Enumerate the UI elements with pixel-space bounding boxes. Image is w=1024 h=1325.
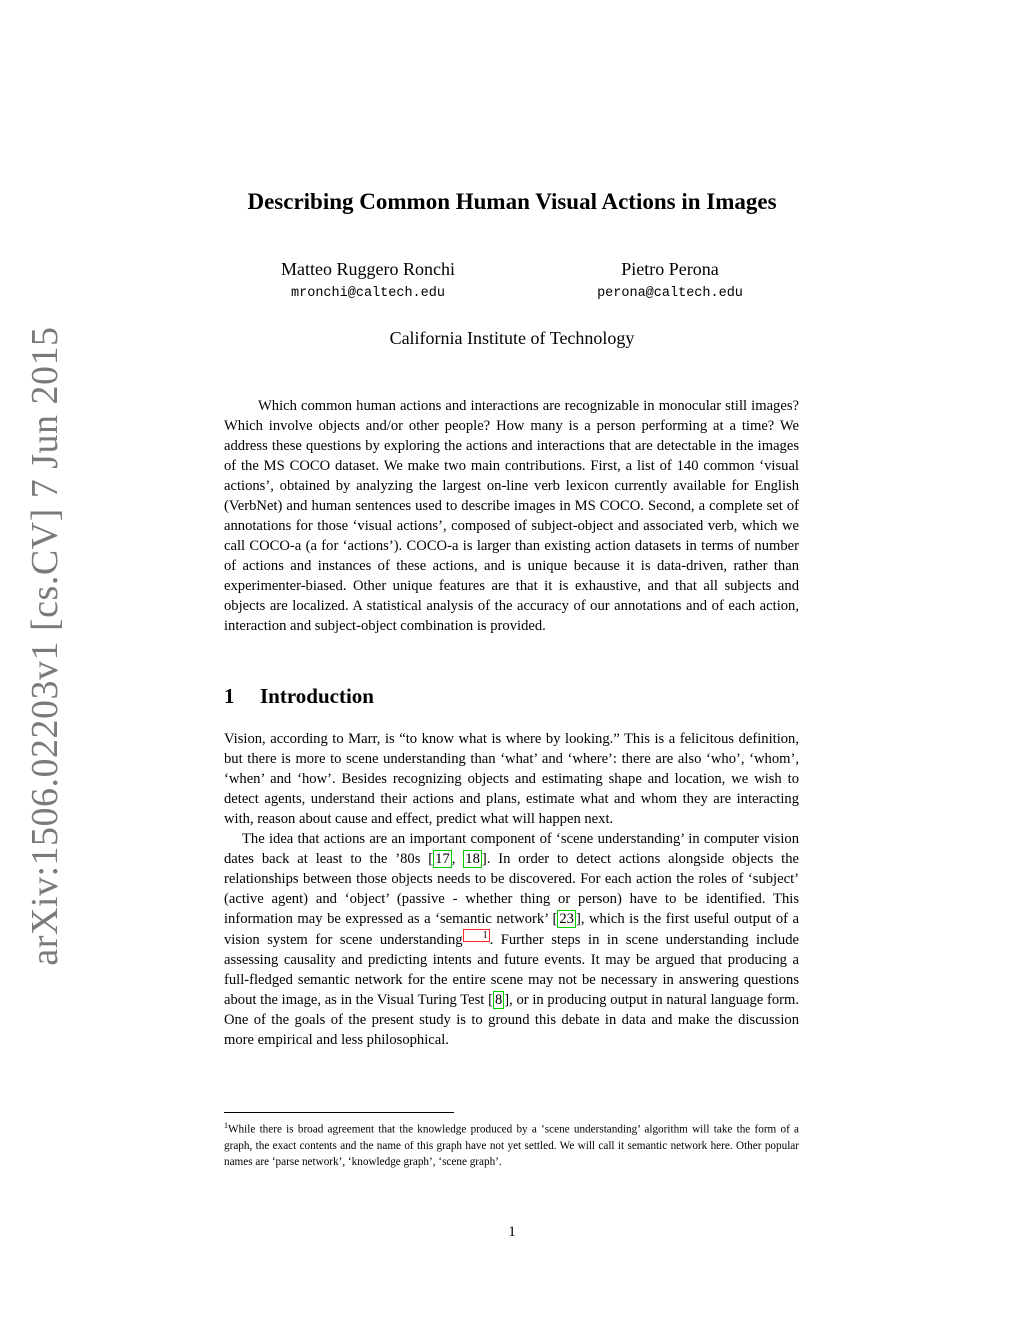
author-name: Pietro Perona (621, 259, 719, 279)
author-block-1 (218, 258, 518, 304)
paper-title: Describing Common Human Visual Actions in Images (247, 189, 777, 214)
author-block-2 (520, 258, 820, 304)
arxiv-identifier-stamp: arXiv:1506.02203v1 [cs.CV] 7 Jun 2015 (24, 326, 66, 966)
citation-link-8[interactable]: 8 (494, 991, 503, 1008)
author-name: Matteo Ruggero Ronchi (281, 259, 455, 279)
abstract: Which common human actions and interactions are recognizable in monocular still images? Which involve objects and/or other people? How many is a person performing at a time? We address these questions by exploring the actions and interactions that are detectable in the images of the MS COCO dataset. We make two main contributions. First, a list of 140 common ‘visual actions’, obtained by analyzing the largest on-line verb lexicon currently available for English (VerbNet) and human sentences used to describe images in MS COCO. Second, a complete set of annotations for those ‘visual actions’, composed of subject-object and associated verb, which we call COCO-a (a for ‘actions’). COCO-a is larger than existing action datasets in terms of number of actions and instances of these actions, and is unique because it is data-driven, rather than experimenter-biased. Other unique features are that it is exhaustive, and that all subjects and objects are localized. A statistical analysis of the accuracy of our annotations and of each action, interaction and subject-object combination is provided. (224, 398, 799, 634)
affiliation: California Institute of Technology (389, 328, 635, 348)
author-email[interactable]: perona@caltech.edu (597, 286, 743, 301)
author-email[interactable]: mronchi@caltech.edu (291, 286, 445, 301)
footnote-text: While there is broad agreement that the knowledge produced by a ‘scene understanding’ algorithm will take the form of a graph, the exact contents and the name of this graph have not yet settled. We will call it semantic network here. Other popular names are ‘parse network’, ‘knowledge graph’, ‘scene graph’. (224, 1123, 799, 1168)
section-number: 1 (224, 684, 235, 708)
section-title: Introduction (260, 684, 374, 708)
introduction-body (224, 729, 799, 1050)
page-number: 1 (508, 1224, 516, 1240)
footnote-1 (224, 1118, 799, 1170)
citation-link-18[interactable]: 18 (465, 851, 480, 867)
footnote-marker: 1 (224, 1121, 228, 1130)
citation-link-17[interactable]: 17 (435, 851, 450, 867)
citation-link-23[interactable]: 23 (559, 911, 574, 927)
footnote-divider (224, 1112, 454, 1113)
section-heading-introduction (224, 684, 374, 709)
paragraph-1: Vision, according to Marr, is “to know what is where by looking.” This is a felicitous definition, but there is more to scene understanding than ‘what’ and ‘where’: there are also ‘who’, ‘whom’, ‘when’ and ‘how’. Besides recognizing objects and estimating shape and location, we wish to detect agents, understand their actions and plans, estimate what and whom they are interacting with, reason about cause and effect, predict what will happen next. (224, 731, 799, 827)
footnote-link-1[interactable]: 1 (463, 929, 490, 942)
paragraph-2: The idea that actions are an important component of ‘scene understanding’ in computer vision dates back at least to the ’80s [ 17 , 18 ]. In order to detect actions alongside objects the relationships between those objects needs to be discovered. For each action the roles of ‘subject’ (active agent) and ‘object’ (passive - whether thing or person) have to be identified. This information may be expressed as a ‘semantic network’ [ 23 ], which is the first useful output of a vision system for scene understanding 1 . Further steps in in scene understanding include assessing causality and predicting intents and future events. It may be argued that producing a full-fledged semantic network for the entire scene may not be necessary in answering questions about the image, as in the Visual Turing Test [ 8 ], or in producing output in natural language form. One of the goals of the present study is to ground this debate in data and make the discussion more empirical and less philosophical. (224, 831, 800, 1048)
